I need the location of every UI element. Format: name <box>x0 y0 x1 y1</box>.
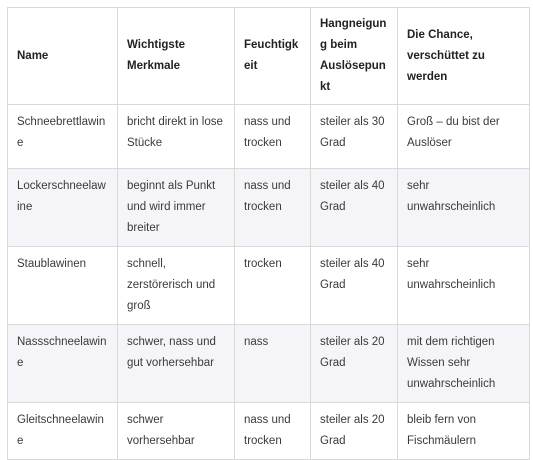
cell-burial-chance: mit dem richtigen Wissen sehr unwahrscheinlich <box>398 325 530 403</box>
cell-moisture: nass und trocken <box>235 169 311 247</box>
cell-slope: steiler als 40 Grad <box>311 169 398 247</box>
cell-name: Lockerschneelawine <box>8 169 118 247</box>
table-row <box>8 325 530 403</box>
column-header-name: Name <box>8 8 118 105</box>
cell-name: Gleitschneelawine <box>8 403 118 460</box>
table-row <box>8 169 530 247</box>
table-row <box>8 105 530 169</box>
cell-moisture: nass und trocken <box>235 105 311 169</box>
cell-moisture: trocken <box>235 247 311 325</box>
table-row <box>8 247 530 325</box>
cell-slope: steiler als 30 Grad <box>311 105 398 169</box>
cell-burial-chance: bleib fern von Fischmäulern <box>398 403 530 460</box>
column-header-burial-chance: Die Chance, verschüttet zu werden <box>398 8 530 105</box>
cell-moisture: nass <box>235 325 311 403</box>
cell-features: schwer vorhersehbar <box>118 403 235 460</box>
cell-name: Schneebrettlawine <box>8 105 118 169</box>
cell-features: schnell, zerstörerisch und groß <box>118 247 235 325</box>
cell-moisture: nass und trocken <box>235 403 311 460</box>
column-header-features: Wichtigste Merkmale <box>118 8 235 105</box>
avalanche-comparison-table <box>7 7 530 460</box>
table-header-row <box>8 8 530 105</box>
cell-name: Staublawinen <box>8 247 118 325</box>
cell-burial-chance: sehr unwahrscheinlich <box>398 169 530 247</box>
cell-slope: steiler als 20 Grad <box>311 403 398 460</box>
cell-slope: steiler als 20 Grad <box>311 325 398 403</box>
cell-features: schwer, nass und gut vorhersehbar <box>118 325 235 403</box>
cell-slope: steiler als 40 Grad <box>311 247 398 325</box>
table-row <box>8 403 530 460</box>
cell-name: Nassschneelawine <box>8 325 118 403</box>
cell-features: beginnt als Punkt und wird immer breiter <box>118 169 235 247</box>
column-header-moisture: Feuchtigkeit <box>235 8 311 105</box>
cell-features: bricht direkt in lose Stücke <box>118 105 235 169</box>
cell-burial-chance: Groß – du bist der Auslöser <box>398 105 530 169</box>
cell-burial-chance: sehr unwahrscheinlich <box>398 247 530 325</box>
column-header-slope: Hangneigung beim Auslösepunkt <box>311 8 398 105</box>
